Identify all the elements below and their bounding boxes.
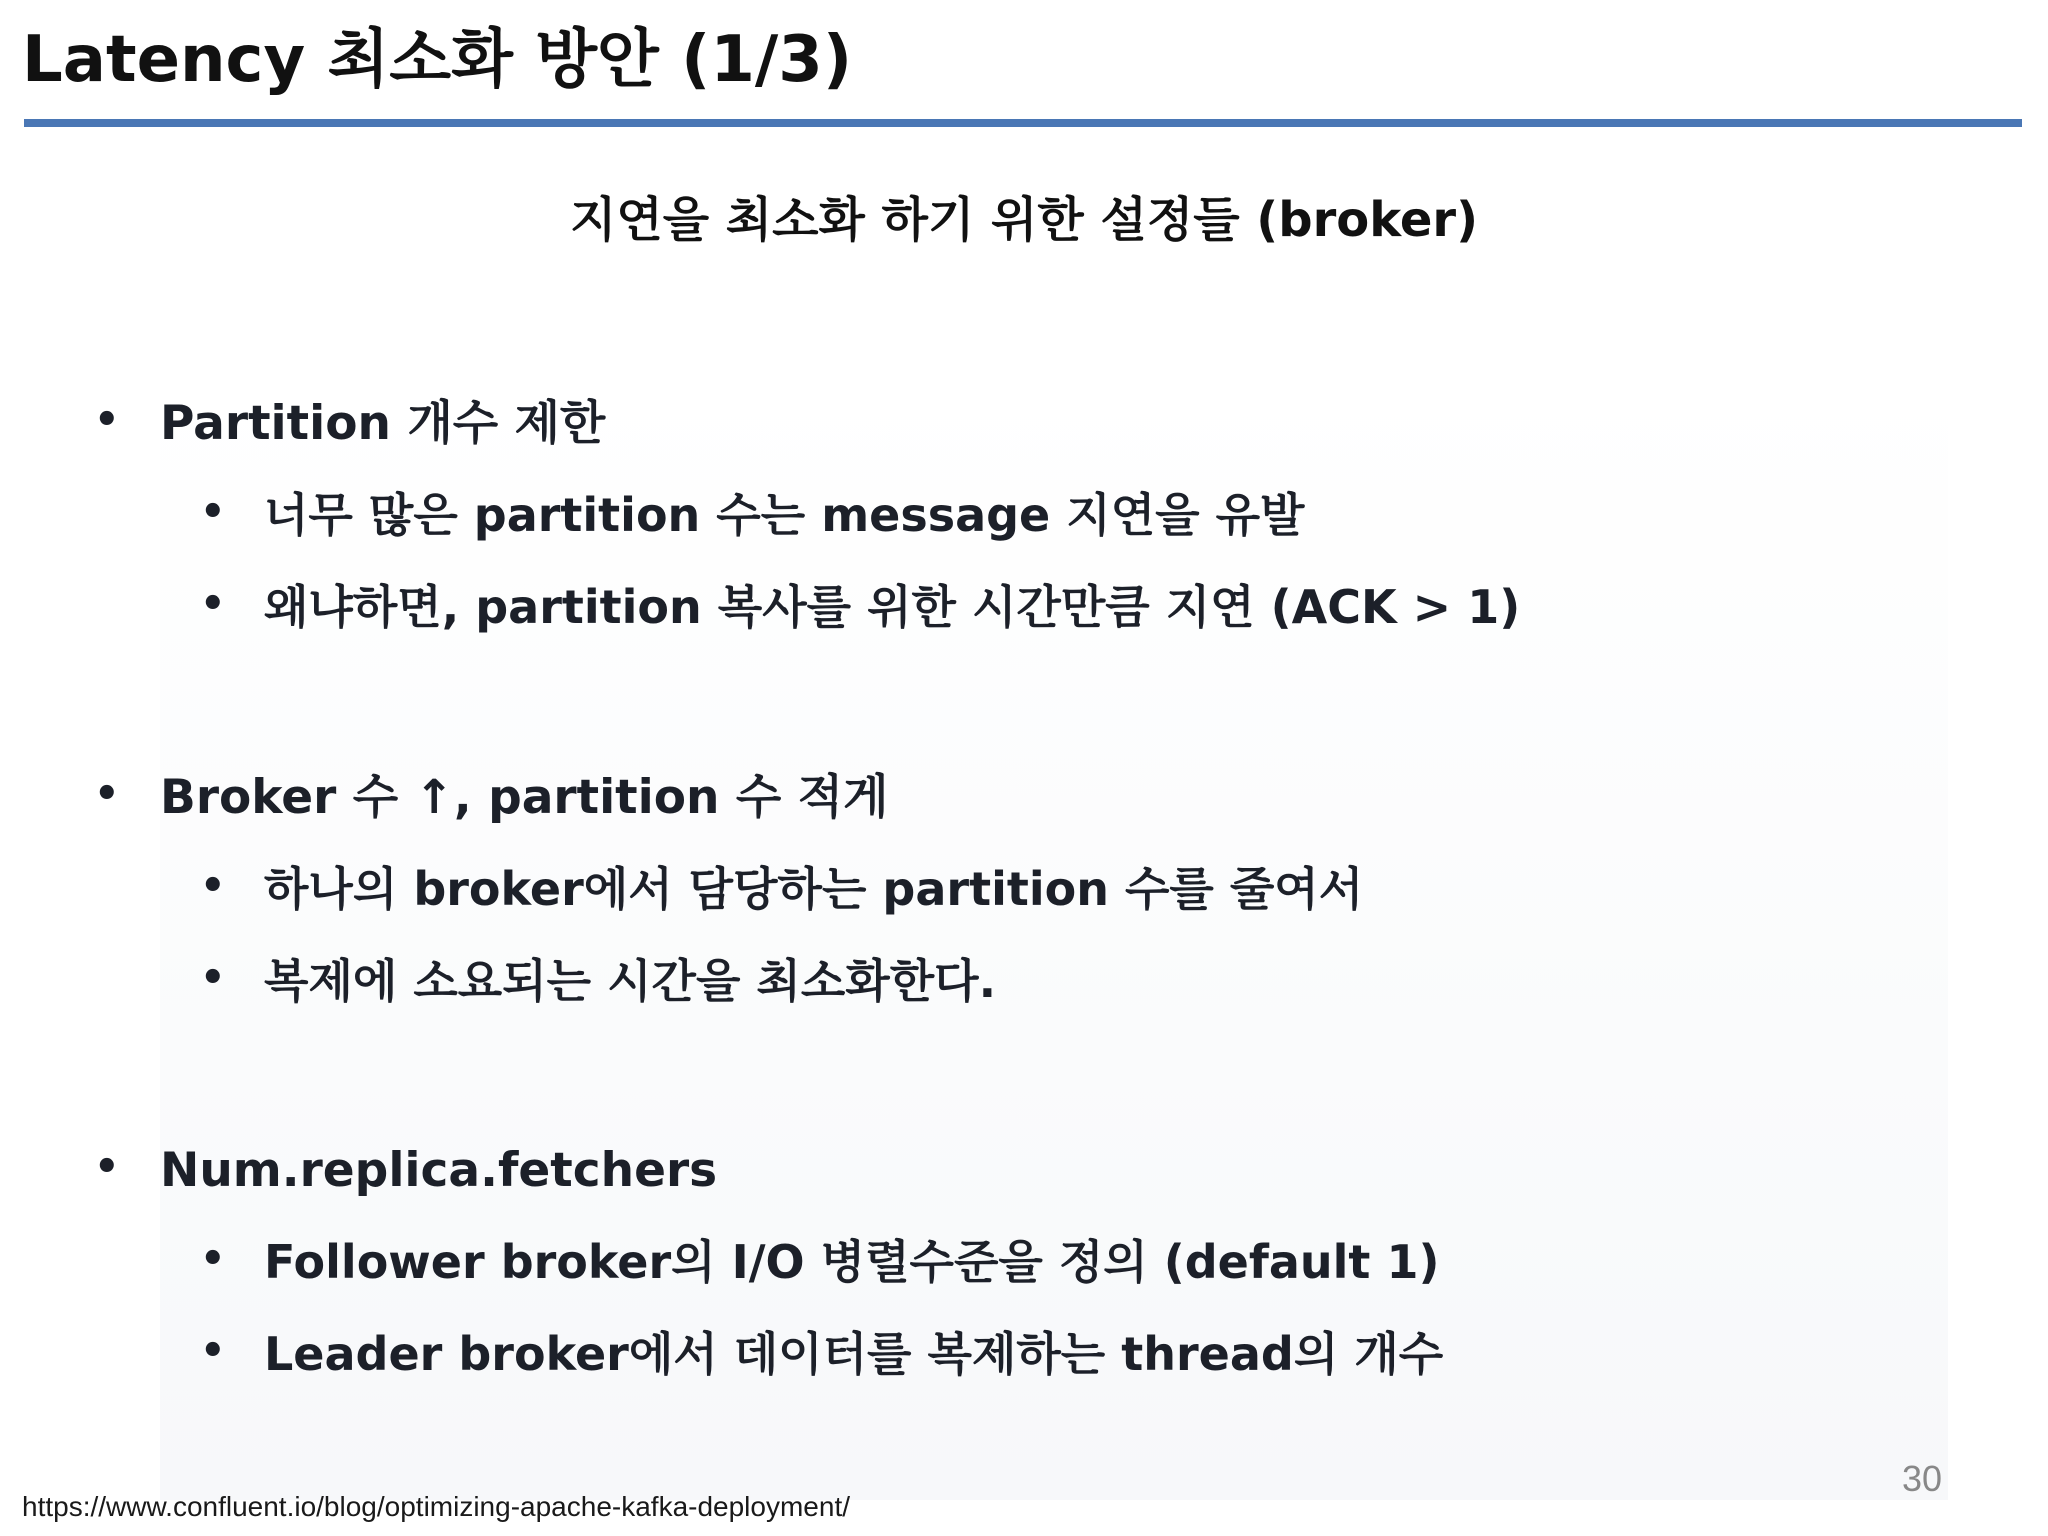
section-heading-text: Partition 개수 제한 [160, 396, 606, 451]
sub-point-text: Leader broker에서 데이터를 복제하는 thread의 개수 [264, 1327, 1444, 1381]
bullet-icon: • [200, 863, 226, 909]
bullet-icon: • [200, 955, 226, 1001]
bullet-icon: • [200, 1236, 226, 1282]
title-rule [24, 119, 2022, 127]
sub-point [200, 862, 1364, 917]
section-heading-partition-limit [94, 396, 606, 452]
slide-subtitle: 지연을 최소화 하기 위한 설정들 (broker) [569, 192, 1479, 248]
sub-point [200, 1235, 1440, 1290]
sub-point-text: 복제에 소요되는 시간을 최소화한다. [264, 954, 997, 1008]
section-heading-text: Num.replica.fetchers [160, 1143, 718, 1198]
section-heading-broker-count [94, 770, 889, 826]
sub-point-text: 너무 많은 partition 수는 message 지연을 유발 [264, 488, 1305, 542]
bullet-icon: • [200, 489, 226, 535]
slide-title: Latency 최소화 방안 (1/3) [22, 23, 853, 97]
sub-point [200, 580, 1521, 635]
source-url-link[interactable]: https://www.confluent.io/blog/optimizing-apache-kafka-deployment/ [22, 1491, 850, 1522]
bullet-icon: • [94, 397, 120, 443]
sub-point [200, 1327, 1444, 1382]
page-number: 30 [1902, 1458, 1943, 1499]
bullet-icon: • [94, 1144, 120, 1190]
sub-point [200, 954, 997, 1009]
sub-point-text: 하나의 broker에서 담당하는 partition 수를 줄여서 [264, 862, 1364, 916]
sub-point-text: 왜냐하면, partition 복사를 위한 시간만큼 지연 (ACK > 1) [264, 580, 1521, 634]
section-heading-text: Broker 수 ↑, partition 수 적게 [160, 770, 889, 825]
sub-point [200, 488, 1305, 543]
sub-point-text: Follower broker의 I/O 병렬수준을 정의 (default 1) [264, 1235, 1440, 1289]
bullet-icon: • [94, 771, 120, 817]
bullet-icon: • [200, 581, 226, 627]
bullet-icon: • [200, 1328, 226, 1374]
section-heading-replica-fetchers [94, 1143, 718, 1199]
